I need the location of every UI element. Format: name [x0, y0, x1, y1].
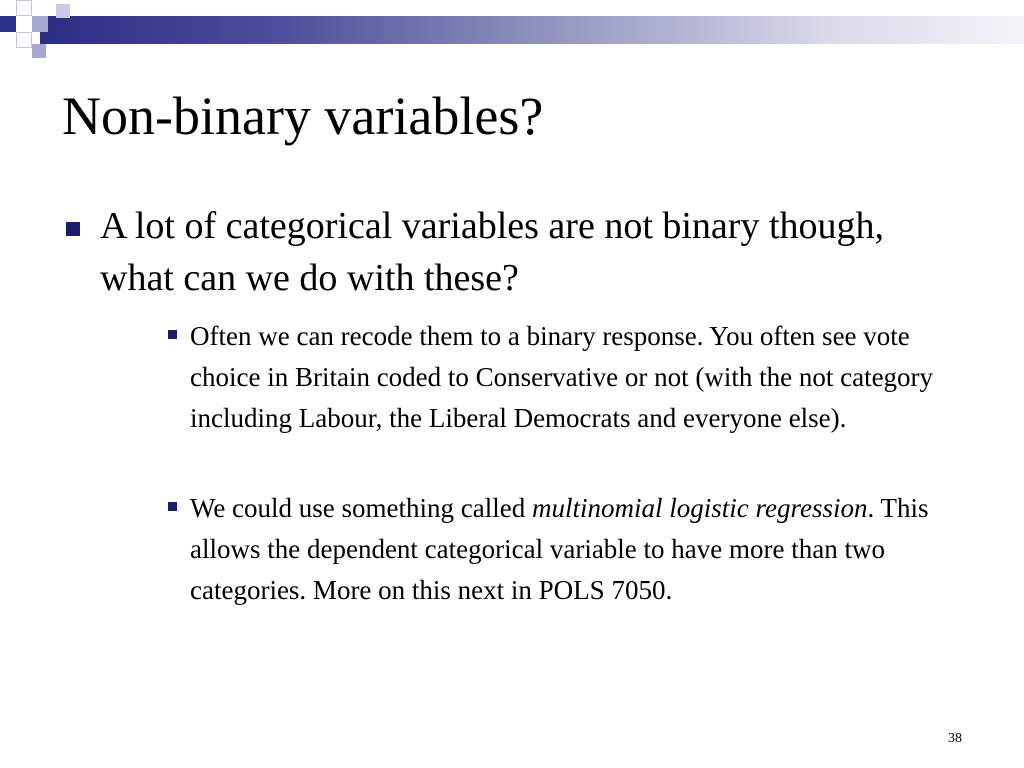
decorative-square-white [16, 0, 32, 16]
page-number: 38 [948, 731, 962, 746]
bullet-item-level2 [166, 488, 966, 611]
decorative-square-white [16, 32, 32, 48]
slide-title: Non-binary variables? [62, 86, 544, 146]
sub-bullet-text-start: We could use something called [190, 493, 532, 523]
bullet-item-level1 [62, 200, 962, 304]
square-bullet-icon [168, 502, 177, 511]
italic-term: multinomial logistic regression [531, 493, 868, 523]
sub-bullet-text: Often we can recode them to a binary response. You often see vote choice in Britain coded to Conservative or not (with the not category including Labour, the Liberal Democrats and everyone else). [190, 321, 934, 433]
decorative-square-lavender [56, 4, 70, 18]
sub-bullet-text-end: . This allows the dependent categorical variable to have more than two categories. More on this next in POLS 7050. [190, 493, 929, 605]
header-gradient-bar [40, 16, 1024, 44]
bullet-text: A lot of categorical variables are not binary though, what can we do with these? [100, 205, 885, 299]
bullet-item-level2 [166, 316, 966, 439]
square-bullet-icon [168, 330, 177, 339]
decorative-square-blue [0, 16, 16, 32]
decorative-square-lavender [32, 44, 46, 58]
square-bullet-icon [66, 222, 80, 236]
decorative-square-lavender [32, 16, 48, 32]
sub-bullet-text [190, 488, 966, 611]
